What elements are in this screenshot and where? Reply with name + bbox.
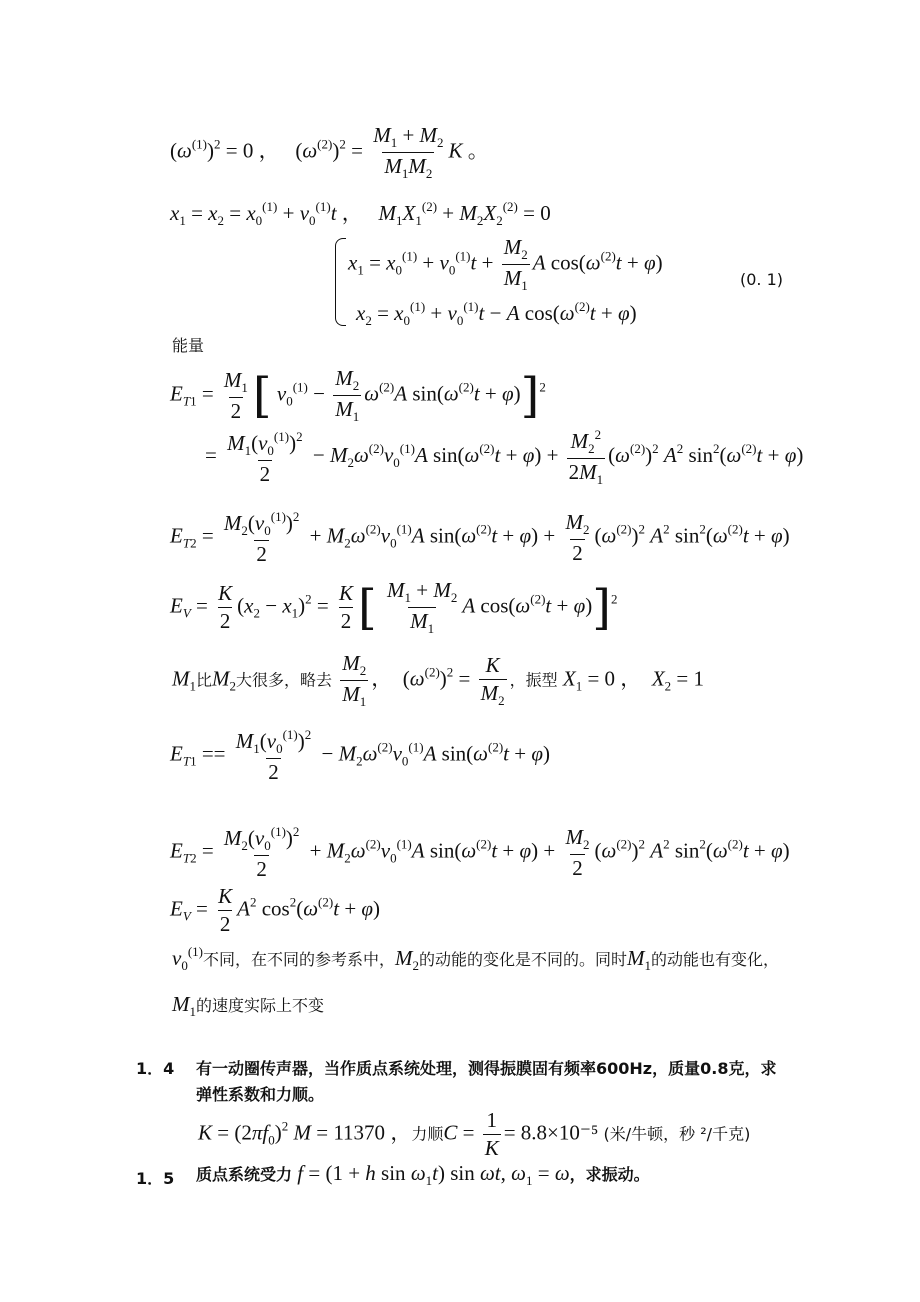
answer-1-4: $K = (2\pi f_0)^2$ M = 11370 ，力顺C = $\frac{1}{K}$ = 8.8×10⁻⁵ (米/牛顿，秒 ²/千克) <box>198 1108 751 1160</box>
problem-number-1-5: 1．5 <box>136 1169 175 1188</box>
problem-text-1-5: 质点系统受力 f = (1 + h $\sin \omega_1t$) sin ωt, $\omega_1 = \omega$，求振动。 <box>196 1161 650 1188</box>
equation-ET2-approx: $E_{T2}$ = $\frac{M_2(v_0^{(1)})^2}{2}$ + $M_2\omega^{(2)}v_0^{(1)}A$ $\sin(\omega^{(2)}t + \varphi)$ + $\frac{M_2}{2}$ $(\omega^{(2)})^2$ $A^2$ $\sin^2(\omega^{(2)}t + \varphi)$ <box>170 824 790 881</box>
equation-ET2: $E_{T2}$ = $\frac{M_2(v_0^{(1)})^2}{2}$ + $M_2\omega^{(2)}v_0^{(1)}A$ $\sin(\omega^{(2)}t + \varphi)$ + $\frac{M_2}{2}$ $(\omega^{(2)})^2$ $A^2$ $\sin^2(\omega^{(2)}t + \varphi)$ <box>170 509 790 566</box>
equation-omega: $(\omega^{(1)})^2 = 0$ ， $(\omega^{(2)})^2$ = $\frac{M_1 + M_2}{M_1M_2}$ K 。 <box>170 123 489 181</box>
label-energy: 能量 <box>172 336 205 355</box>
equation-x1-system: $x_1 = x_0^{(1)} + v_0^{(1)}t$ + $\frac{M_2}{M_1}$ A $\cos(\omega^{(2)}t + \varphi)$ <box>348 235 663 293</box>
problem-text-1-4-line1: 有一动圈传声器，当作质点系统处理，测得振膜固有频率600Hz，质量0.8克，求 <box>196 1059 777 1078</box>
text-m1-much-bigger: $M_1$比$M_2$大很多，略去 $\frac{M_2}{M_1}$ ， $(\omega^{(2)})^2$ = $\frac{K}{M_2}$ ，振型 $X_1 = 0$ ， $X_2 = 1$ <box>172 651 704 709</box>
equation-ET1-expanded: = $\frac{M_1(v_0^{(1)})^2}{2}$ − $M_2\omega^{(2)}v_0^{(1)}A$ $\sin(\omega^{(2)}t + \varphi)$ + $\frac{M_2^2}{2M_1}$ $(\omega^{(2)})^2$ $A^2$ $\sin^2(\omega^{(2)}t + \varphi)$ <box>205 427 804 487</box>
text-v0-different: $v_0^{(1)}$不同，在不同的参考系中，$M_2$的动能的变化是不同的。同时$M_1$的动能也有变化， <box>172 944 780 973</box>
text-m1-speed: $M_1$的速度实际上不变 <box>172 992 325 1019</box>
equation-ET1-approx: $E_{T1}$ == $\frac{M_1(v_0^{(1)})^2}{2}$ − $M_2\omega^{(2)}v_0^{(1)}A$ $\sin(\omega^{(2)}t + \varphi)$ <box>170 727 550 784</box>
equation-ET1: $E_{T1}$ = $\frac{M_1}{2}$ [ $v_0^{(1)}$ − $\frac{M_2}{M_1}$ $\omega^{(2)}A$ $\sin(\omega^{(2)}t + \varphi)]^2$ <box>170 366 546 424</box>
equation-EV: $E_V$ = $\frac{K}{2}$ $(x_2 - x_1)^2$ = $\frac{K}{2}$ [ $\frac{M_1 + M_2}{M_1}$ A $\cos(\omega^{(2)}t + \varphi)]^2$ <box>170 578 618 636</box>
equation-x-modes: $x_1 = x_2 = x_0^{(1)} + v_0^{(1)}t$ ， $M_1X_1^{(2)} + M_2X_2^{(2)} = 0$ <box>170 199 551 228</box>
problem-text-1-4-line2: 弹性系数和力顺。 <box>196 1085 325 1104</box>
equation-number: (0. 1) <box>740 270 784 289</box>
equation-EV-approx: $E_V$ = $\frac{K}{2}$ $A^2$ $\cos^2(\omega^{(2)}t + \varphi)$ <box>170 884 381 936</box>
problem-number-1-4: 1．4 <box>136 1059 175 1078</box>
system-brace <box>335 238 346 326</box>
equation-x2-system: $x_2 = x_0^{(1)} + v_0^{(1)}t - A$ $\cos(\omega^{(2)}t + \varphi)$ <box>356 299 637 328</box>
